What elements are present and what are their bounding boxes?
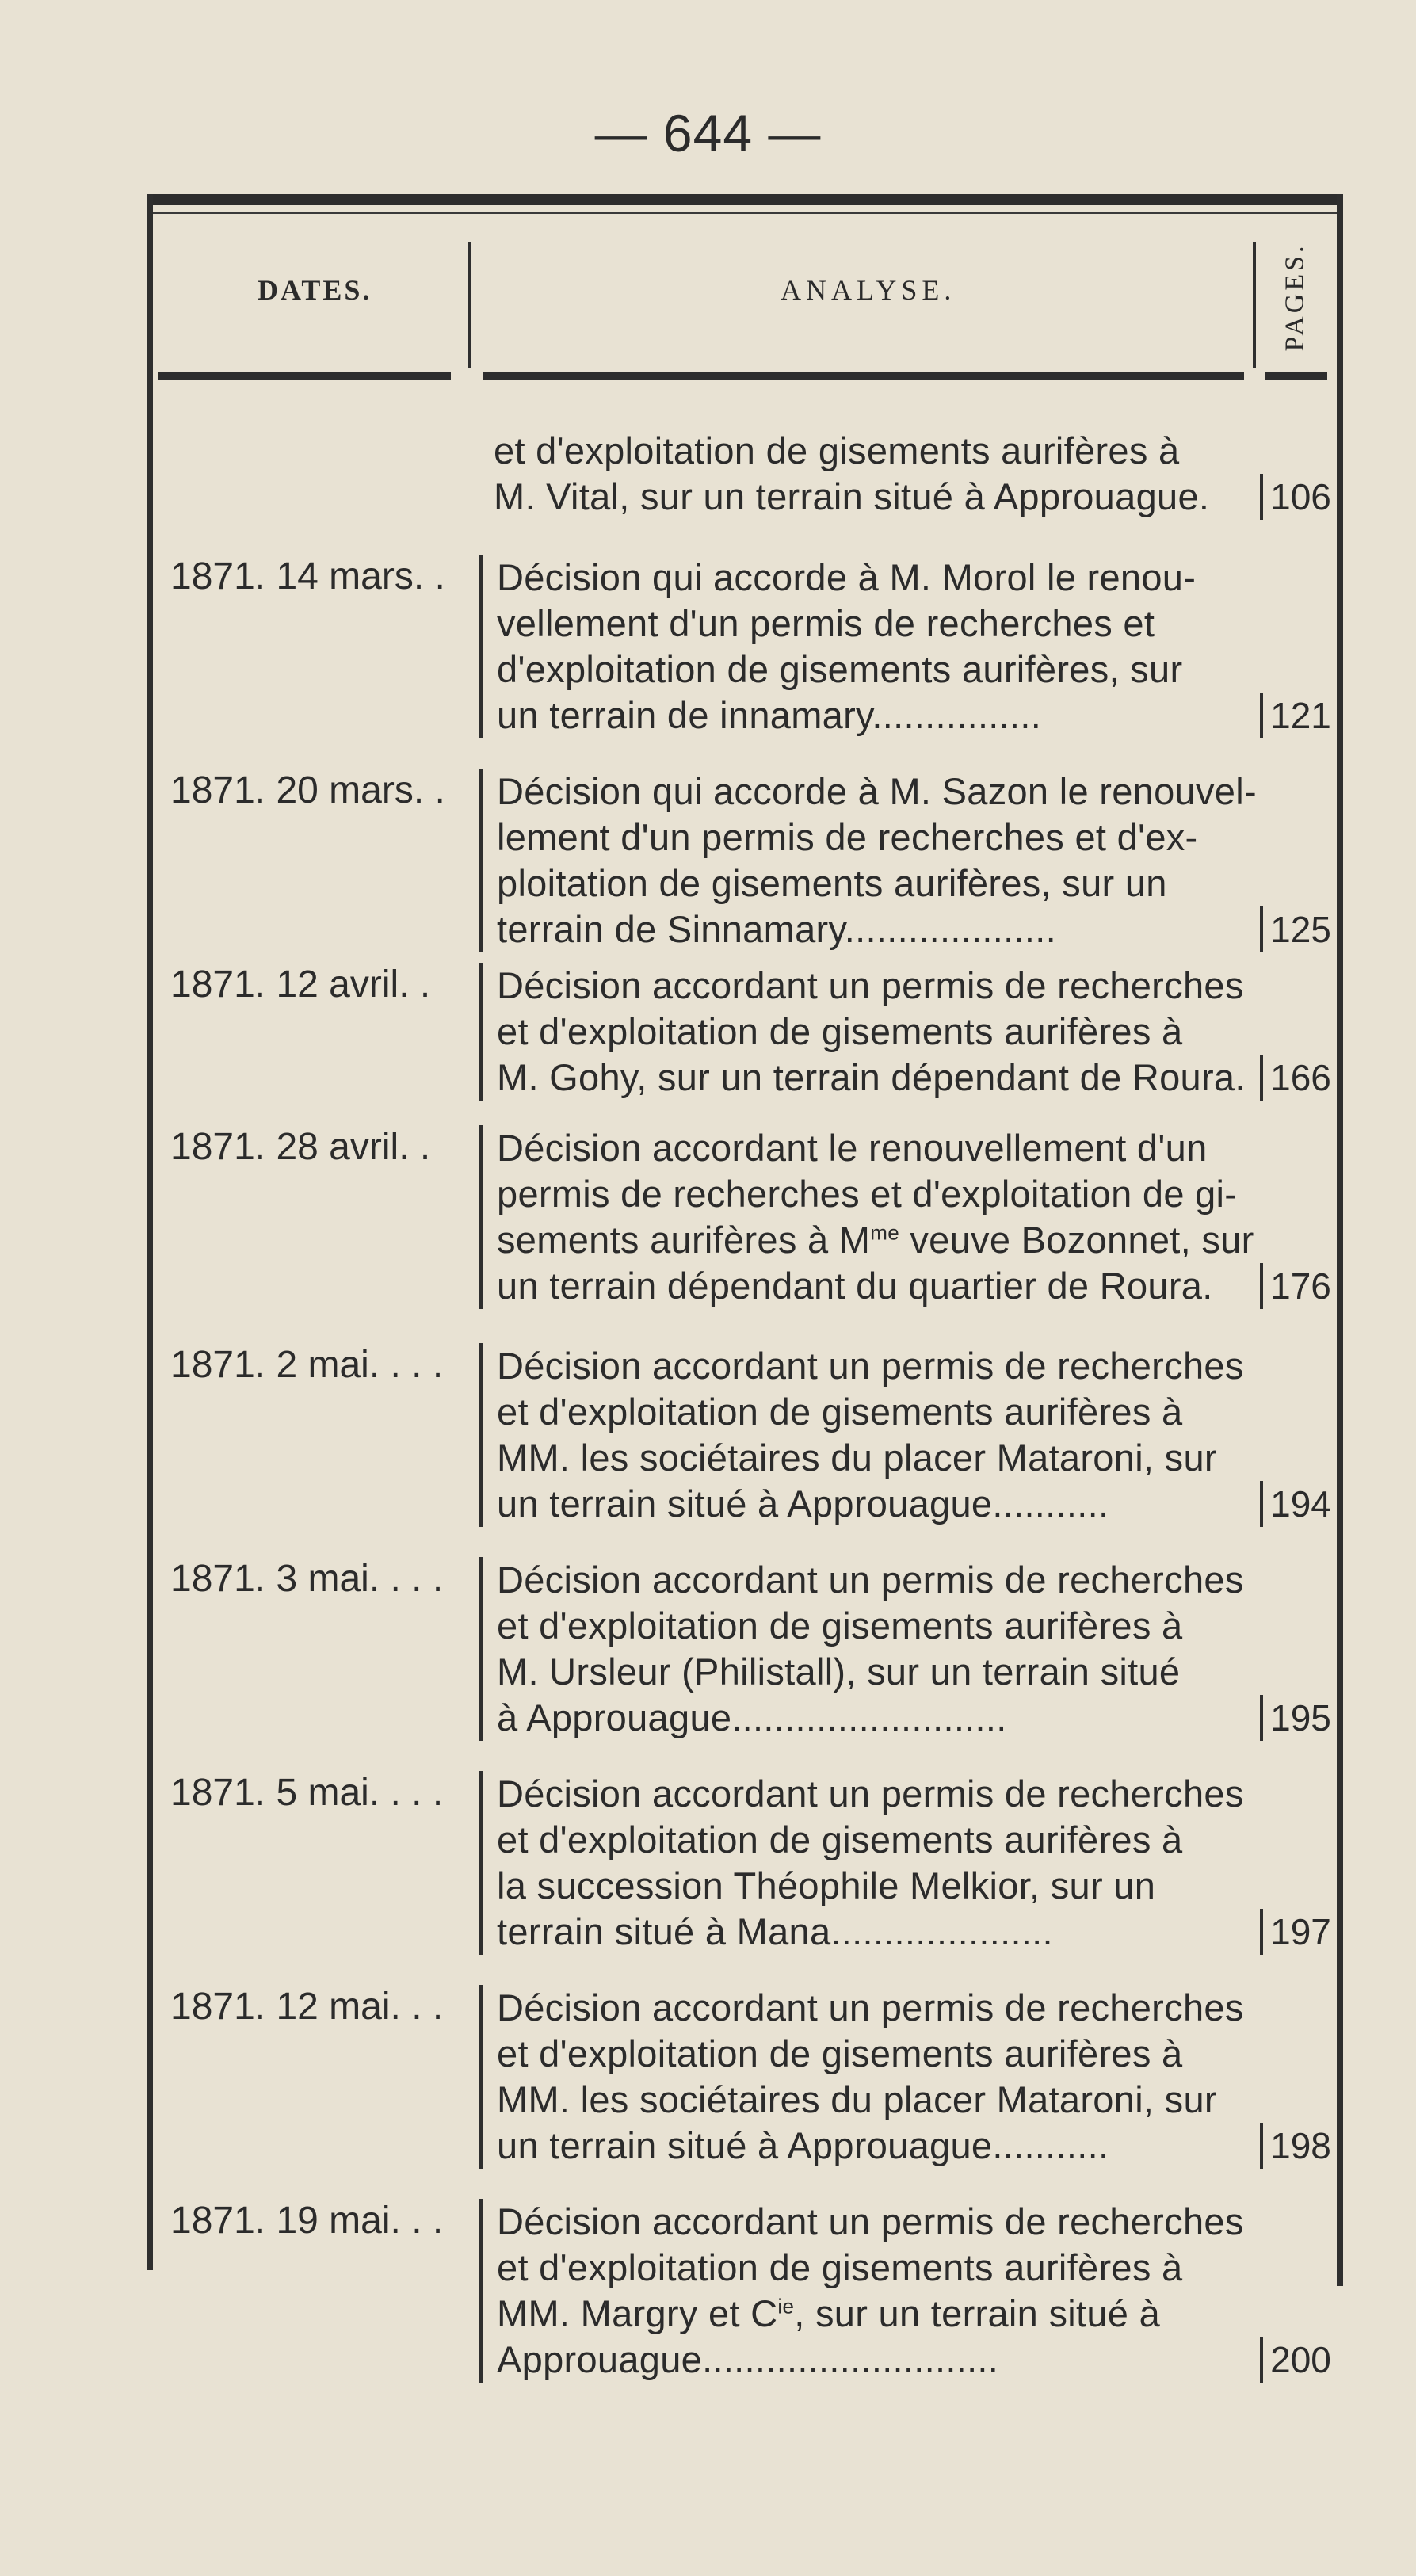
page-ref: 198 bbox=[1260, 2123, 1338, 2169]
analysis-line: et d'exploitation de gisements aurifères à bbox=[497, 2032, 1183, 2074]
entry-analysis bbox=[479, 1557, 1260, 1741]
entry-analysis bbox=[479, 963, 1260, 1101]
analysis-line: lement d'un permis de recherches et d'ex- bbox=[497, 816, 1198, 858]
top-rule-thin bbox=[147, 212, 1343, 214]
left-border bbox=[147, 194, 153, 2270]
analysis-line: Approuague............................ bbox=[497, 2338, 999, 2380]
analysis-line: M. Ursleur (Philistall), sur un terrain situé bbox=[497, 1651, 1181, 1693]
analysis-line: et d'exploitation de gisements aurifères à bbox=[497, 1010, 1183, 1052]
analysis-line: un terrain dépendant du quartier de Roura. bbox=[497, 1265, 1213, 1307]
analysis-line: MM. les sociétaires du placer Mataroni, sur bbox=[497, 1437, 1217, 1479]
analysis-line: MM. Margry et $C^{ie}$, sur un terrain situé à bbox=[497, 2292, 1161, 2334]
page-ref: 106 bbox=[1260, 474, 1338, 520]
entry-analysis bbox=[479, 1985, 1260, 2169]
analysis-line: à Approuague.......................... bbox=[497, 1696, 1007, 1738]
analysis-line: et d'exploitation de gisements aurifères à bbox=[497, 1605, 1183, 1647]
analysis-line: M. Gohy, sur un terrain dépendant de Roura. bbox=[497, 1056, 1246, 1098]
analysis-line: et d'exploitation de gisements aurifères à bbox=[497, 1391, 1183, 1433]
entry-date: 1871. 5 mai. . . . bbox=[170, 1772, 444, 1814]
analysis-line: Décision accordant un permis de recherches bbox=[497, 1345, 1244, 1387]
entry-date: 1871. 3 mai. . . . bbox=[170, 1558, 444, 1600]
header-rule-analyse bbox=[483, 372, 1244, 380]
analysis-line: Décision qui accorde à M. Sazon le renouvel- bbox=[497, 770, 1257, 812]
analysis-line: terrain situé à Mana..................... bbox=[497, 1910, 1053, 1952]
analysis-line: MM. les sociétaires du placer Mataroni, sur bbox=[497, 2078, 1217, 2120]
header-separator-dates bbox=[468, 242, 471, 368]
entry-date: 1871. 20 mars. . bbox=[170, 769, 445, 811]
analysis-line: et d'exploitation de gisements aurifères à bbox=[497, 2246, 1183, 2288]
analysis-line: vellement d'un permis de recherches et bbox=[497, 602, 1155, 644]
page-ref: 195 bbox=[1260, 1695, 1338, 1741]
analysis-line: Décision accordant un permis de recherches bbox=[497, 1773, 1244, 1815]
analysis-line: Décision accordant un permis de recherches bbox=[497, 2200, 1244, 2242]
analysis-line: M. Vital, sur un terrain situé à Approuague. bbox=[494, 475, 1210, 517]
analysis-line: ploitation de gisements aurifères, sur un bbox=[497, 862, 1167, 904]
page-ref: 176 bbox=[1260, 1263, 1338, 1309]
page-ref: 166 bbox=[1260, 1055, 1338, 1101]
analysis-line: un terrain de innamary................ bbox=[497, 694, 1042, 736]
entry-analysis bbox=[479, 2199, 1260, 2383]
header-separator-pages bbox=[1253, 242, 1256, 368]
header-pages-label: PAGES. bbox=[1281, 242, 1311, 352]
analysis-line: sements aurifères à $M^{me}$ veuve Bozonnet, sur bbox=[497, 1219, 1254, 1261]
entry-analysis bbox=[479, 1771, 1260, 1955]
entry-analysis bbox=[479, 769, 1260, 952]
entry-analysis bbox=[479, 1343, 1260, 1527]
analysis-line: Décision accordant un permis de recherches bbox=[497, 964, 1244, 1006]
index-table bbox=[147, 194, 1343, 2380]
page-ref: 197 bbox=[1260, 1909, 1338, 1955]
header-dates: DATES. bbox=[258, 274, 372, 306]
analysis-line: et d'exploitation de gisements aurifères à bbox=[494, 429, 1180, 471]
entry-date: 1871. 14 mars. . bbox=[170, 555, 445, 597]
entry-date: 1871. 12 mai. . . bbox=[170, 1986, 444, 2028]
entry-date: 1871. 28 avril. . bbox=[170, 1126, 431, 1168]
page-ref: 200 bbox=[1260, 2337, 1338, 2383]
analysis-line: terrain de Sinnamary.................... bbox=[497, 908, 1056, 950]
analysis-line: un terrain situé à Approuague........... bbox=[497, 1483, 1109, 1525]
continuation-analysis bbox=[479, 428, 1260, 520]
page-number: — 644 — bbox=[594, 104, 822, 162]
entry-analysis bbox=[479, 1125, 1260, 1309]
header-rule-pages bbox=[1265, 372, 1327, 380]
analysis-line: et d'exploitation de gisements aurifères à bbox=[497, 1818, 1183, 1860]
header-analyse: ANALYSE. bbox=[781, 274, 956, 306]
entry-date: 1871. 12 avril. . bbox=[170, 964, 431, 1006]
page-ref: 125 bbox=[1260, 906, 1338, 952]
analysis-line: Décision accordant le renouvellement d'un bbox=[497, 1127, 1208, 1169]
analysis-line: la succession Théophile Melkior, sur un bbox=[497, 1864, 1156, 1906]
header-rule-dates bbox=[158, 372, 451, 380]
entry-analysis bbox=[479, 555, 1260, 738]
page-ref: 121 bbox=[1260, 693, 1338, 738]
analysis-line: d'exploitation de gisements aurifères, sur bbox=[497, 648, 1183, 690]
header-pages bbox=[1264, 226, 1327, 368]
entry-date: 1871. 2 mai. . . . bbox=[170, 1344, 444, 1386]
page-ref: 194 bbox=[1260, 1481, 1338, 1527]
analysis-line: Décision accordant un permis de recherches bbox=[497, 1559, 1244, 1601]
analysis-line: permis de recherches et d'exploitation de gi- bbox=[497, 1173, 1238, 1215]
entry-date: 1871. 19 mai. . . bbox=[170, 2200, 444, 2242]
top-rule bbox=[147, 194, 1343, 205]
analysis-line: Décision accordant un permis de recherches bbox=[497, 1986, 1244, 2028]
analysis-line: Décision qui accorde à M. Morol le renou- bbox=[497, 556, 1197, 598]
analysis-line: un terrain situé à Approuague........... bbox=[497, 2124, 1109, 2166]
